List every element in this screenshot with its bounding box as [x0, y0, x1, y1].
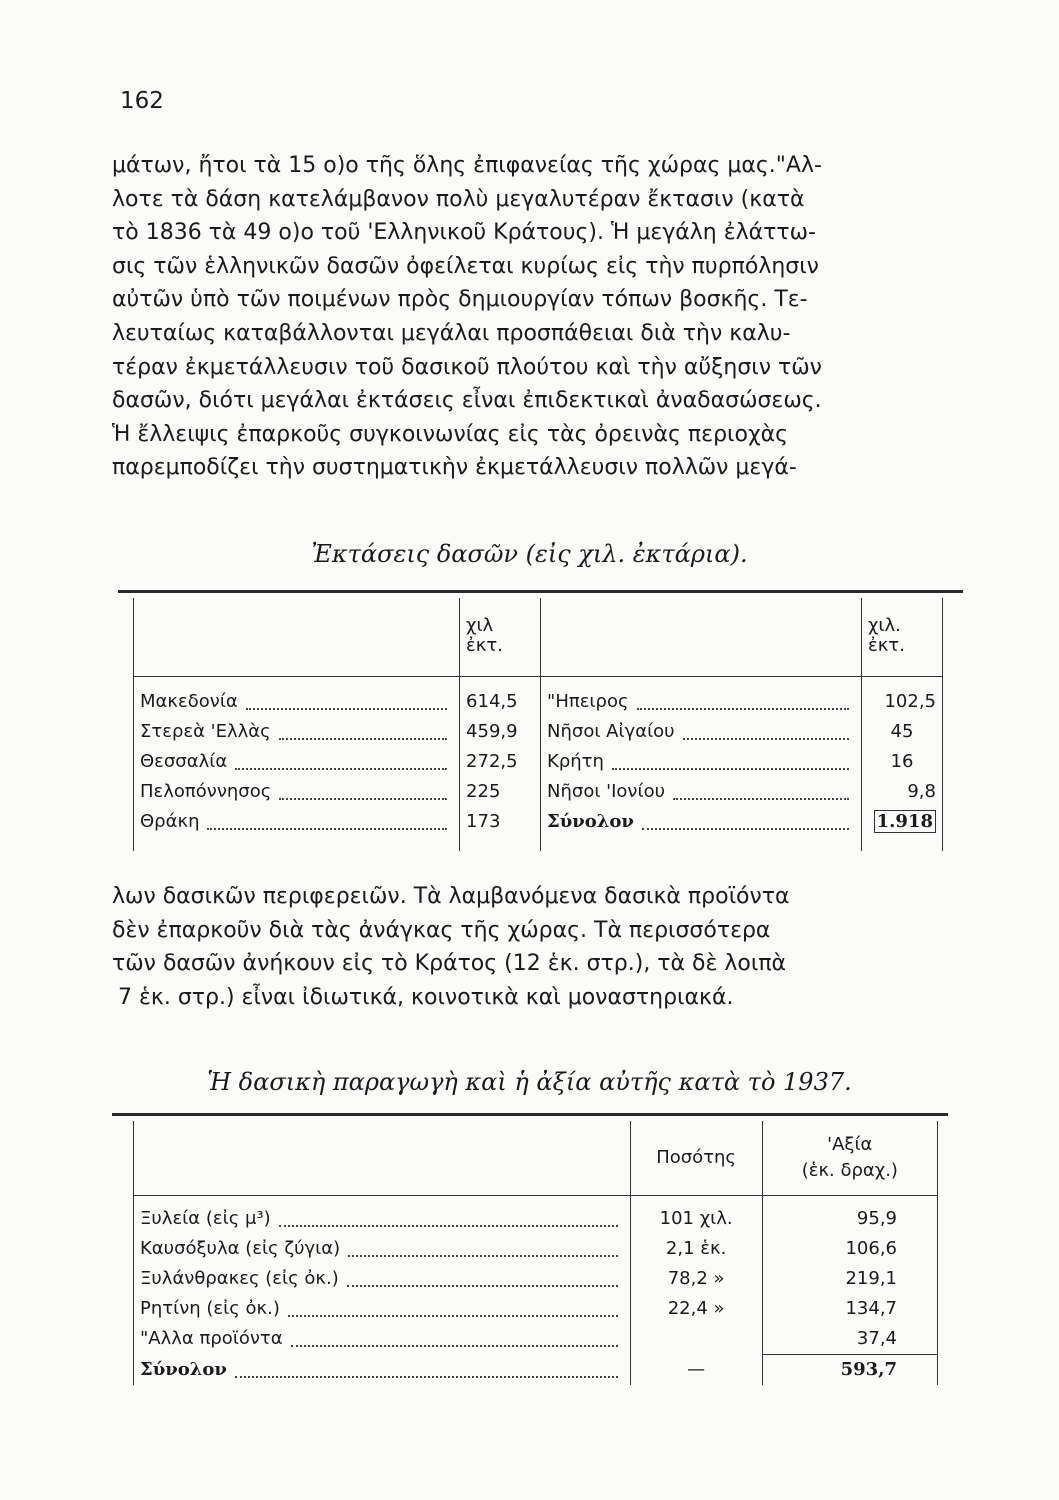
- region-value: 225: [460, 777, 541, 807]
- total-quantity: —: [630, 1355, 762, 1386]
- region-label: Νῆσοι 'Ιονίου: [547, 781, 665, 802]
- total-label: Σύνολον: [140, 1358, 227, 1380]
- table-row: [134, 1234, 938, 1264]
- region-value: 45: [861, 717, 942, 747]
- region-label: Κρήτη: [547, 751, 604, 772]
- total-value: 593,7: [762, 1355, 937, 1386]
- region-value: 9,8: [861, 777, 942, 807]
- region-value: 102,5: [861, 677, 942, 718]
- header-unit-left: [460, 598, 541, 677]
- region-label: Πελοπόννησος: [140, 781, 272, 802]
- unit-line: ἐκτ.: [466, 635, 503, 656]
- region-label: Θράκη: [140, 811, 200, 832]
- production-table: [133, 1121, 938, 1385]
- table-row: [134, 717, 943, 747]
- text-line: λων δασικῶν περιφερειῶν. Τὰ λαμβανόμενα δασικὰ προϊόντα: [112, 884, 790, 909]
- product-quantity: [630, 1324, 762, 1355]
- table-row: [134, 1294, 938, 1324]
- header-empty-cell: [541, 598, 862, 677]
- table-row: [134, 1264, 938, 1294]
- text-line: παρεμποδίζει τὴν συστηματικὴν ἐκμετάλλευσιν πολλῶν μεγά-: [112, 455, 797, 481]
- table-row: [134, 807, 943, 851]
- header-value-line: (ἑκ. δραχ.): [801, 1160, 898, 1181]
- table-header-row: [134, 598, 943, 677]
- text-line: σις τῶν ἑλληνικῶν δασῶν ὀφείλεται κυρίως εἰς τὴν πυρπόλησιν: [112, 253, 819, 279]
- product-label: Ξυλάνθρακες (εἰς ὀκ.): [140, 1268, 339, 1289]
- text-line: 7 ἑκ. στρ.) εἶναι ἰδιωτικά, κοινοτικὰ καὶ μοναστηριακά.: [118, 984, 734, 1010]
- product-quantity: 78,2 »: [630, 1264, 762, 1294]
- table-top-rule: [112, 1113, 948, 1116]
- product-value: 219,1: [762, 1264, 937, 1294]
- product-value: 95,9: [762, 1196, 937, 1235]
- product-quantity: 2,1 ἑκ.: [630, 1234, 762, 1264]
- product-label: Ξυλεία (εἰς μ³): [140, 1208, 271, 1229]
- table-row: [134, 1196, 938, 1235]
- product-value: 37,4: [762, 1324, 937, 1355]
- region-value: 16: [861, 747, 942, 777]
- total-value: 1.918: [874, 810, 936, 833]
- total-row: [134, 1355, 938, 1386]
- product-label: "Αλλα προϊόντα: [140, 1328, 283, 1349]
- region-label: Θεσσαλία: [140, 751, 228, 772]
- text-line: δασῶν, διότι μεγάλαι ἐκτάσεις εἶναι ἐπιδεκτικαὶ ἀναδασώσεως.: [112, 388, 822, 414]
- product-label: Ρητίνη (εἰς ὀκ.): [140, 1298, 280, 1319]
- text-line: τέραν ἐκμετάλλευσιν τοῦ δασικοῦ πλούτου καὶ τὴν αὔξησιν τῶν: [112, 354, 822, 380]
- forest-area-caption: Ἐκτάσεις δασῶν (εἰς χιλ. ἐκτάρια).: [311, 540, 748, 568]
- unit-line: χιλ: [466, 615, 494, 636]
- text-line: δὲν ἐπαρκοῦν διὰ τὰς ἀνάγκας τῆς χώρας. Τὰ περισσότερα: [112, 917, 771, 943]
- product-value: 134,7: [762, 1294, 937, 1324]
- text-line: τῶν δασῶν ἀνήκουν εἰς τὸ Κράτος (12 ἑκ. στρ.), τὰ δὲ λοιπὰ: [112, 951, 787, 977]
- product-value: 106,6: [762, 1234, 937, 1264]
- forest-area-table: [133, 598, 943, 851]
- unit-line: χιλ.: [867, 615, 901, 636]
- product-quantity: 101 χιλ.: [630, 1196, 762, 1235]
- text-line: λευταίως καταβάλλονται μεγάλαι προσπάθειαι διὰ τὴν καλυ-: [112, 320, 791, 346]
- production-caption: Ἡ δασικὴ παραγωγὴ καὶ ἡ ἀξία αὐτῆς κατὰ τὸ 1937.: [207, 1068, 852, 1096]
- header-empty-cell: [134, 598, 460, 677]
- region-label: "Ηπειρος: [547, 691, 629, 712]
- region-value: 272,5: [460, 747, 541, 777]
- header-quantity: Ποσότης: [630, 1121, 762, 1196]
- region-label: Μακεδονία: [140, 691, 238, 712]
- table-row: [134, 677, 943, 718]
- region-value: 614,5: [460, 677, 541, 718]
- paragraph-top: [112, 149, 968, 485]
- region-label: Στερεὰ 'Ελλὰς: [140, 721, 271, 742]
- product-quantity: 22,4 »: [630, 1294, 762, 1324]
- text-line: Ἡ ἔλλειψις ἐπαρκοῦς συγκοινωνίας εἰς τὰς ὀρεινὰς περιοχὰς: [112, 421, 789, 447]
- region-value: 173: [460, 807, 541, 851]
- table-header-row: [134, 1121, 938, 1196]
- table-row: [134, 777, 943, 807]
- text-line: αὐτῶν ὑπὸ τῶν ποιμένων πρὸς δημιουργίαν τόπων βοσκῆς. Τε-: [112, 287, 808, 313]
- header-unit-right: [861, 598, 942, 677]
- header-empty-cell: [134, 1121, 631, 1196]
- header-value: [762, 1121, 937, 1196]
- table-row: [134, 747, 943, 777]
- table-top-rule: [118, 590, 963, 593]
- total-label: Σύνολον: [547, 811, 634, 832]
- unit-line: ἐκτ.: [867, 635, 905, 656]
- text-line: λοτε τὰ δάση κατελάμβανον πολὺ μεγαλυτέραν ἔκτασιν (κατὰ: [112, 186, 805, 212]
- region-value: 459,9: [460, 717, 541, 747]
- region-label: Νῆσοι Αἰγαίου: [547, 721, 675, 742]
- text-line: μάτων, ἤτοι τὰ 15 ο)ο τῆς ὅλης ἐπιφανείας τῆς χώρας μας."Αλ-: [112, 153, 822, 178]
- paragraph-middle: [112, 880, 968, 1014]
- table-row: [134, 1324, 938, 1355]
- text-line: τὸ 1836 τὰ 49 ο)ο τοῦ 'Ελληνικοῦ Κράτους). Ἡ μεγάλη ἐλάττω-: [112, 220, 816, 246]
- page-number: 162: [120, 88, 164, 114]
- header-value-line: 'Αξία: [827, 1134, 873, 1155]
- product-label: Καυσόξυλα (εἰς ζύγια): [140, 1238, 341, 1259]
